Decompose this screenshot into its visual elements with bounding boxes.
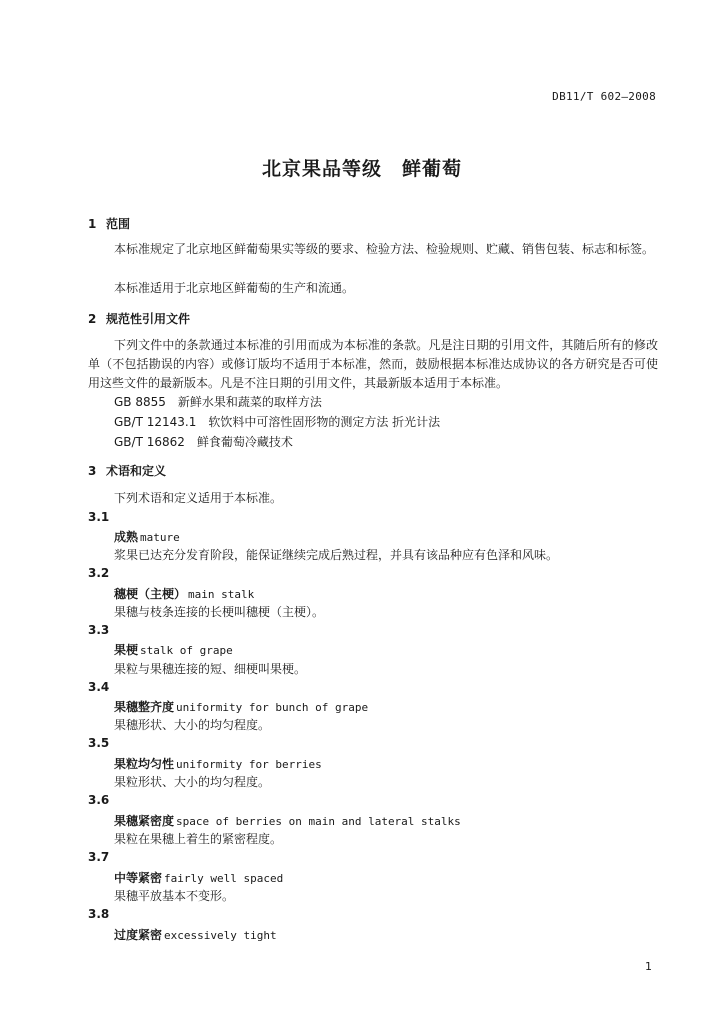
term-number: 3.1 — [88, 510, 110, 524]
section-3-intro: 下列术语和定义适用于本标准。 — [114, 491, 283, 505]
term-name-zh: 穗梗（主梗） — [114, 587, 187, 601]
term-definition: 果穗与枝条连接的长梗叫穗梗（主梗）。 — [114, 605, 325, 619]
term-name-zh: 果穗整齐度 — [114, 700, 175, 714]
term-number: 3.5 — [88, 736, 110, 750]
term-name-en: space of berries on main and lateral stalks — [176, 815, 461, 828]
document-title: 北京果品等级 鲜葡萄 — [261, 158, 462, 180]
term-number: 3.8 — [88, 907, 110, 921]
term-number: 3.7 — [88, 850, 110, 864]
term-name — [114, 755, 322, 772]
section-1-paragraph-2: 本标准适用于北京地区鲜葡萄的生产和流通。 — [114, 281, 355, 295]
reference-item: GB/T 12143.1 软饮料中可溶性固形物的测定方法 折光计法 — [114, 415, 441, 429]
term-name — [114, 528, 180, 545]
term-name — [114, 641, 233, 658]
section-3-heading — [88, 462, 166, 479]
term-number: 3.2 — [88, 566, 110, 580]
term-name-en: excessively tight — [164, 929, 277, 942]
term-name-zh: 果梗 — [114, 643, 139, 657]
term-name-zh: 成熟 — [114, 530, 139, 544]
section-number: 2 — [88, 312, 97, 326]
term-name-zh: 果穗紧密度 — [114, 814, 175, 828]
term-name — [114, 812, 461, 829]
term-name-en: main stalk — [188, 588, 255, 601]
term-name-zh: 中等紧密 — [114, 871, 163, 885]
term-number: 3.6 — [88, 793, 110, 807]
standard-number: DB11/T 602—2008 — [552, 90, 656, 103]
section-1-heading — [88, 215, 130, 232]
section-title: 范围 — [106, 217, 131, 231]
term-definition: 果穗平放基本不变形。 — [114, 889, 235, 903]
term-name — [114, 698, 368, 715]
term-name-en: uniformity for bunch of grape — [176, 701, 369, 714]
term-definition: 浆果已达充分发育阶段，能保证继续完成后熟过程，并具有该品种应有色泽和风味。 — [114, 548, 559, 562]
term-definition: 果粒在果穗上着生的紧密程度。 — [114, 832, 283, 846]
term-definition: 果粒与果穗连接的短、细梗叫果梗。 — [114, 662, 307, 676]
reference-item: GB 8855 新鲜水果和蔬菜的取样方法 — [114, 395, 322, 409]
term-definition: 果粒形状、大小的均匀程度。 — [114, 775, 271, 789]
section-number: 1 — [88, 217, 97, 231]
section-number: 3 — [88, 464, 97, 478]
page-number: 1 — [645, 960, 652, 973]
section-title: 规范性引用文件 — [106, 312, 191, 326]
section-1-paragraph-1: 本标准规定了北京地区鲜葡萄果实等级的要求、检验方法、检验规则、贮藏、销售包装、标志和标签。 — [114, 242, 655, 256]
section-2-paragraph-1: 下列文件中的条款通过本标准的引用而成为本标准的条款。凡是注日期的引用文件，其随后所有的修改单（不包括勘误的内容）或修订版均不适用于本标准，然而，鼓励根据本标准达成协议的各方研究是否可使用这些文件的最新版本。凡是不注日期的引用文件，其最新版本适用于本标准。 — [88, 338, 658, 390]
section-2-heading — [88, 310, 190, 327]
term-name — [114, 869, 283, 886]
term-number: 3.3 — [88, 623, 110, 637]
term-name-en: stalk of grape — [140, 644, 233, 657]
term-number: 3.4 — [88, 680, 110, 694]
term-name-en: fairly well spaced — [164, 872, 284, 885]
section-title: 术语和定义 — [106, 464, 167, 478]
term-name — [114, 585, 254, 602]
term-name-en: mature — [140, 531, 180, 544]
term-name-zh: 果粒均匀性 — [114, 757, 175, 771]
term-name-en: uniformity for berries — [176, 758, 322, 771]
reference-item: GB/T 16862 鲜食葡萄冷藏技术 — [114, 435, 293, 449]
term-name — [114, 926, 277, 943]
term-definition: 果穗形状、大小的均匀程度。 — [114, 718, 271, 732]
term-name-zh: 过度紧密 — [114, 928, 163, 942]
